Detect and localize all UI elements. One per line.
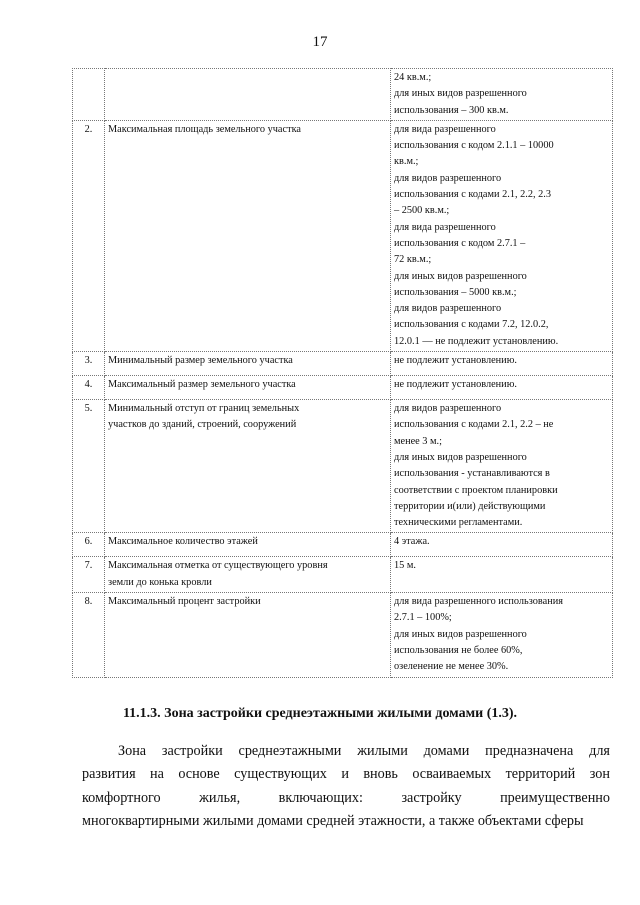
table-row: [73, 120, 613, 351]
paragraph-word: домами: [423, 743, 470, 759]
parameter-name-line: Минимальный отступ от границ земельных: [108, 403, 300, 415]
parameter-value-line: для вида разрешенного использования: [394, 596, 563, 608]
parameter-value-line: менее 3 м.;: [394, 435, 442, 447]
parameter-value-line: использования с кодом 2.1.1 – 10000: [394, 140, 554, 152]
parameter-name: [105, 557, 391, 593]
zone-description-paragraph: [82, 740, 610, 833]
parameter-name: [105, 593, 391, 677]
parameter-name-line: Максимальная отметка от существующего уровня: [108, 560, 328, 572]
parameter-value-line: территории и(или) действующими: [394, 500, 546, 512]
parameter-value: [391, 376, 613, 400]
row-number: 5.: [73, 400, 105, 533]
parameter-name: [105, 533, 391, 557]
parameter-value-line: техническими регламентами.: [394, 517, 523, 529]
table-row: [73, 376, 613, 400]
paragraph-word: Зона: [118, 743, 147, 759]
parameter-value: [391, 400, 613, 533]
row-number: 3.: [73, 352, 105, 376]
row-number: 2.: [73, 120, 105, 351]
parameter-value-line: 4 этажа.: [394, 536, 430, 548]
parameter-value-line: использования с кодом 2.7.1 –: [394, 237, 526, 249]
parameter-value-line: для вида разрешенного: [394, 123, 496, 135]
parameter-value-line: использования с кодами 7.2, 12.0.2,: [394, 319, 549, 331]
paragraph-word: осваиваемых: [412, 766, 492, 783]
parameter-value-line: не подлежит установлению.: [394, 379, 517, 391]
page-number: 17: [312, 34, 328, 50]
parameter-value-line: 15 м.: [394, 560, 416, 572]
parameter-value-line: использования с кодами 2.1, 2.2, 2.3: [394, 189, 552, 201]
parameter-name-line: Максимальный размер земельного участка: [108, 379, 296, 391]
paragraph-word: существующих: [234, 766, 327, 783]
parameter-value-line: 24 кв.м.;: [394, 72, 432, 83]
parameter-value-line: использования не более 60%,: [394, 644, 523, 656]
parameter-value-line: соответствии с проектом планировки: [394, 484, 558, 496]
paragraph-word: вновь: [363, 766, 398, 783]
parameter-value: [391, 593, 613, 677]
parameter-value-line: для иных видов разрешенного: [394, 270, 527, 282]
parameter-name: [105, 120, 391, 351]
parameter-value-line: 72 кв.м.;: [394, 254, 432, 266]
parameter-name-line: участков до зданий, строений, сооружений: [108, 419, 297, 431]
parameter-name: [105, 400, 391, 533]
parameter-value-line: не подлежит установлению.: [394, 355, 517, 367]
parameter-name-line: Максимальный процент застройки: [108, 596, 261, 608]
parameter-value-line: для иных видов разрешенного: [394, 451, 527, 463]
parameter-value: [391, 120, 613, 351]
parameter-value-line: озеленение не менее 30%.: [394, 661, 509, 673]
paragraph-word: на: [150, 766, 164, 783]
parameter-value: [391, 69, 613, 121]
section-heading: 11.1.3. Зона застройки среднеэтажными жилыми домами (1.3).: [122, 706, 518, 721]
parameter-value-line: использования - устанавливаются в: [394, 468, 550, 480]
parameter-value-line: для видов разрешенного: [394, 303, 502, 315]
row-number: [73, 69, 105, 121]
parameter-value: [391, 533, 613, 557]
paragraph-line-2: [82, 763, 610, 786]
parameter-value-line: использования – 300 кв.м.: [394, 104, 509, 116]
paragraph-word: зон: [589, 766, 610, 783]
parameter-name-line: Максимальная площадь земельного участка: [108, 123, 301, 135]
paragraph-word: включающих:: [278, 789, 363, 806]
paragraph-word: и: [341, 766, 349, 783]
row-number: 4.: [73, 376, 105, 400]
row-number: 7.: [73, 557, 105, 593]
row-number: 6.: [73, 533, 105, 557]
paragraph-line-1: [82, 740, 610, 763]
paragraph-line-4: многоквартирными жилыми домами средней этажности, а также объектами сферы: [82, 812, 584, 829]
table-row: [73, 352, 613, 376]
paragraph-word: застройку: [401, 789, 462, 806]
parameter-value-line: для иных видов разрешенного: [394, 88, 527, 100]
paragraph-line-3: [82, 787, 610, 810]
parameter-value-line: для видов разрешенного: [394, 172, 502, 184]
table-row: [73, 593, 613, 677]
table-row: [73, 533, 613, 557]
row-number: 8.: [73, 593, 105, 677]
paragraph-word: развития: [82, 766, 136, 783]
parameter-value-line: кв.м.;: [394, 156, 419, 168]
parameter-value-line: 12.0.1 — не подлежит установлению.: [394, 335, 559, 347]
table-row: [73, 557, 613, 593]
parameter-value: [391, 557, 613, 593]
paragraph-word: преимущественно: [500, 789, 610, 806]
parameter-name: [105, 352, 391, 376]
paragraph-word: для: [589, 743, 610, 759]
parameter-name-line: Максимальное количество этажей: [108, 536, 258, 548]
parameter-value-line: использования с кодами 2.1, 2.2 – не: [394, 419, 554, 431]
paragraph-word: жилья,: [199, 789, 241, 806]
paragraph-word: предназначена: [485, 743, 574, 759]
table-row: [73, 400, 613, 533]
paragraph-word: основе: [178, 766, 220, 783]
paragraph-word: комфортного: [82, 789, 161, 806]
parameter-value-line: 2.7.1 – 100%;: [394, 612, 452, 624]
parameter-value-line: – 2500 кв.м.;: [394, 205, 450, 217]
parameter-name-line: земли до конька кровли: [108, 576, 212, 588]
parameter-name: [105, 69, 391, 121]
zone-parameters-table: [72, 68, 613, 678]
parameter-value-line: для вида разрешенного: [394, 221, 496, 233]
parameter-name-line: Минимальный размер земельного участка: [108, 355, 293, 367]
paragraph-word: застройки: [161, 743, 223, 759]
paragraph-word: жилыми: [357, 743, 408, 759]
paragraph-word: территорий: [505, 766, 576, 783]
parameter-value-line: для видов разрешенного: [394, 403, 502, 415]
parameter-value-line: использования – 5000 кв.м.;: [394, 286, 517, 298]
parameter-name: [105, 376, 391, 400]
paragraph-word: среднеэтажными: [238, 743, 342, 759]
parameter-value-line: для иных видов разрешенного: [394, 628, 527, 640]
parameter-value: [391, 352, 613, 376]
table-row: [73, 69, 613, 121]
